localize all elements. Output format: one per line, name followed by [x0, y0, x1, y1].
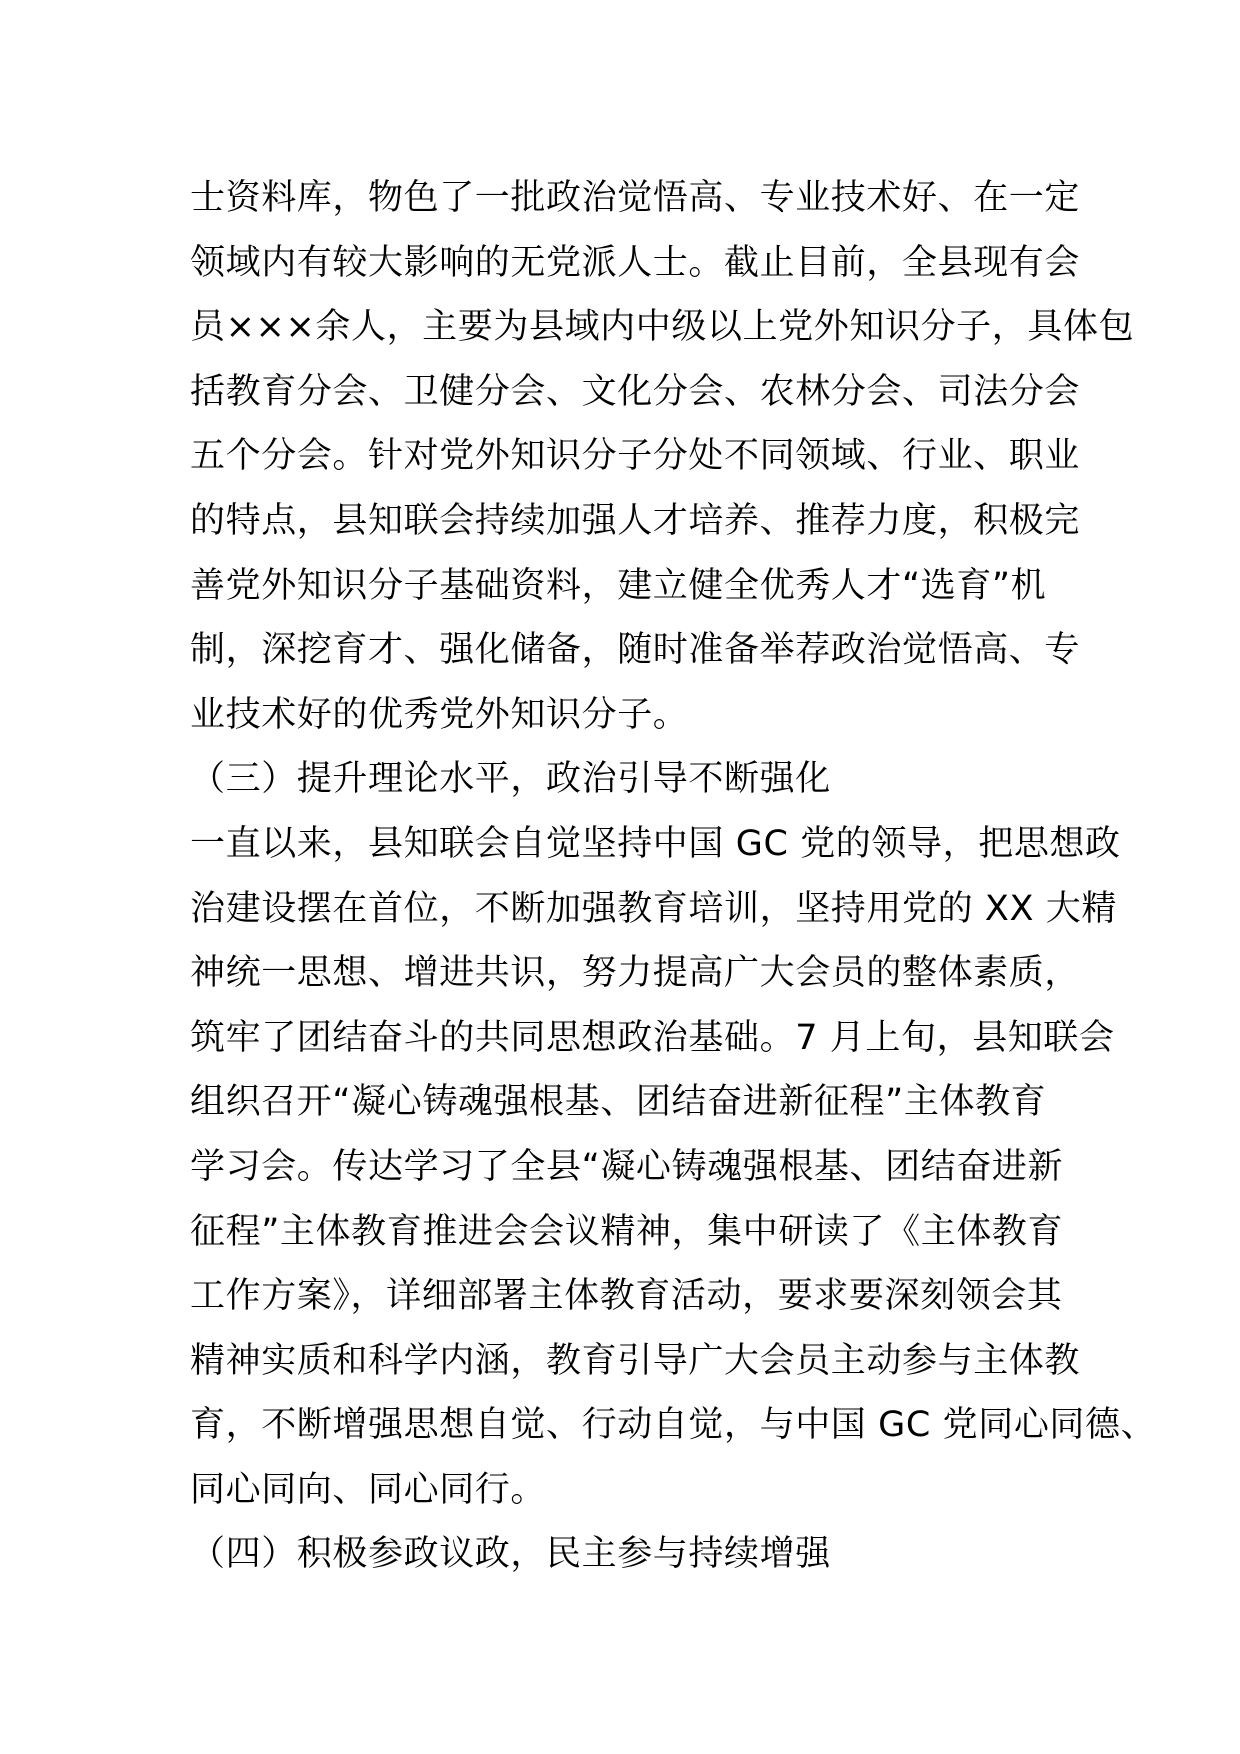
- text-line: 征程”主体教育推进会会议精神，集中研读了《主体教育: [190, 1211, 1064, 1252]
- text-line: 筑牢了团结奋斗的共同思想政治基础。7 月上旬，县知联会: [190, 1017, 1115, 1058]
- section-heading-4: （四）积极参政议政，民主参与持续增强: [190, 1534, 831, 1575]
- document-body: [190, 166, 1157, 1587]
- text-line: 组织召开“凝心铸魂强根基、团结奋进新征程”主体教育: [190, 1082, 1047, 1123]
- text-line: 一直以来，县知联会自觉坚持中国 GC 党的领导，把思想政: [190, 823, 1121, 864]
- text-line: 业技术好的优秀党外知识分子。: [190, 694, 689, 735]
- text-line: 育，不断增强思想自觉、行动自觉，与中国 GC 党同心同德、: [190, 1405, 1157, 1446]
- section-heading-3: （三）提升理论水平，政治引导不断强化: [190, 759, 831, 800]
- text-line: 的特点，县知联会持续加强人才培养、推荐力度，积极完: [190, 500, 1081, 541]
- text-line: 学习会。传达学习了全县“凝心铸魂强根基、团结奋进新: [190, 1146, 1064, 1187]
- text-line: 五个分会。针对党外知识分子分处不同领域、行业、职业: [190, 436, 1081, 477]
- text-line: 神统一思想、增进共识，努力提高广大会员的整体素质，: [190, 953, 1081, 994]
- text-line: 制，深挖育才、强化储备，随时准备举荐政治觉悟高、专: [190, 630, 1081, 671]
- text-line: 括教育分会、卫健分会、文化分会、农林分会、司法分会: [190, 371, 1081, 412]
- text-line: 士资料库，物色了一批政治觉悟高、专业技术好、在一定: [190, 178, 1081, 218]
- text-line: 领域内有较大影响的无党派人士。截止目前，全县现有会: [190, 242, 1081, 283]
- text-line: 同心同向、同心同行。: [190, 1469, 547, 1510]
- text-line: 精神实质和科学内涵，教育引导广大会员主动参与主体教: [190, 1340, 1081, 1381]
- text-line: 工作方案》，详细部署主体教育活动，要求要深刻领会其: [190, 1276, 1063, 1317]
- paragraph-talent-database: [190, 166, 1135, 747]
- text-line: 治建设摆在首位，不断加强教育培训，坚持用党的 XX 大精: [190, 888, 1118, 929]
- text-line: 员×××余人，主要为县域内中级以上党外知识分子，具体包: [190, 307, 1135, 348]
- text-line: 善党外知识分子基础资料，建立健全优秀人才“选育”机: [190, 565, 1047, 606]
- paragraph-political-guidance: [190, 812, 1157, 1523]
